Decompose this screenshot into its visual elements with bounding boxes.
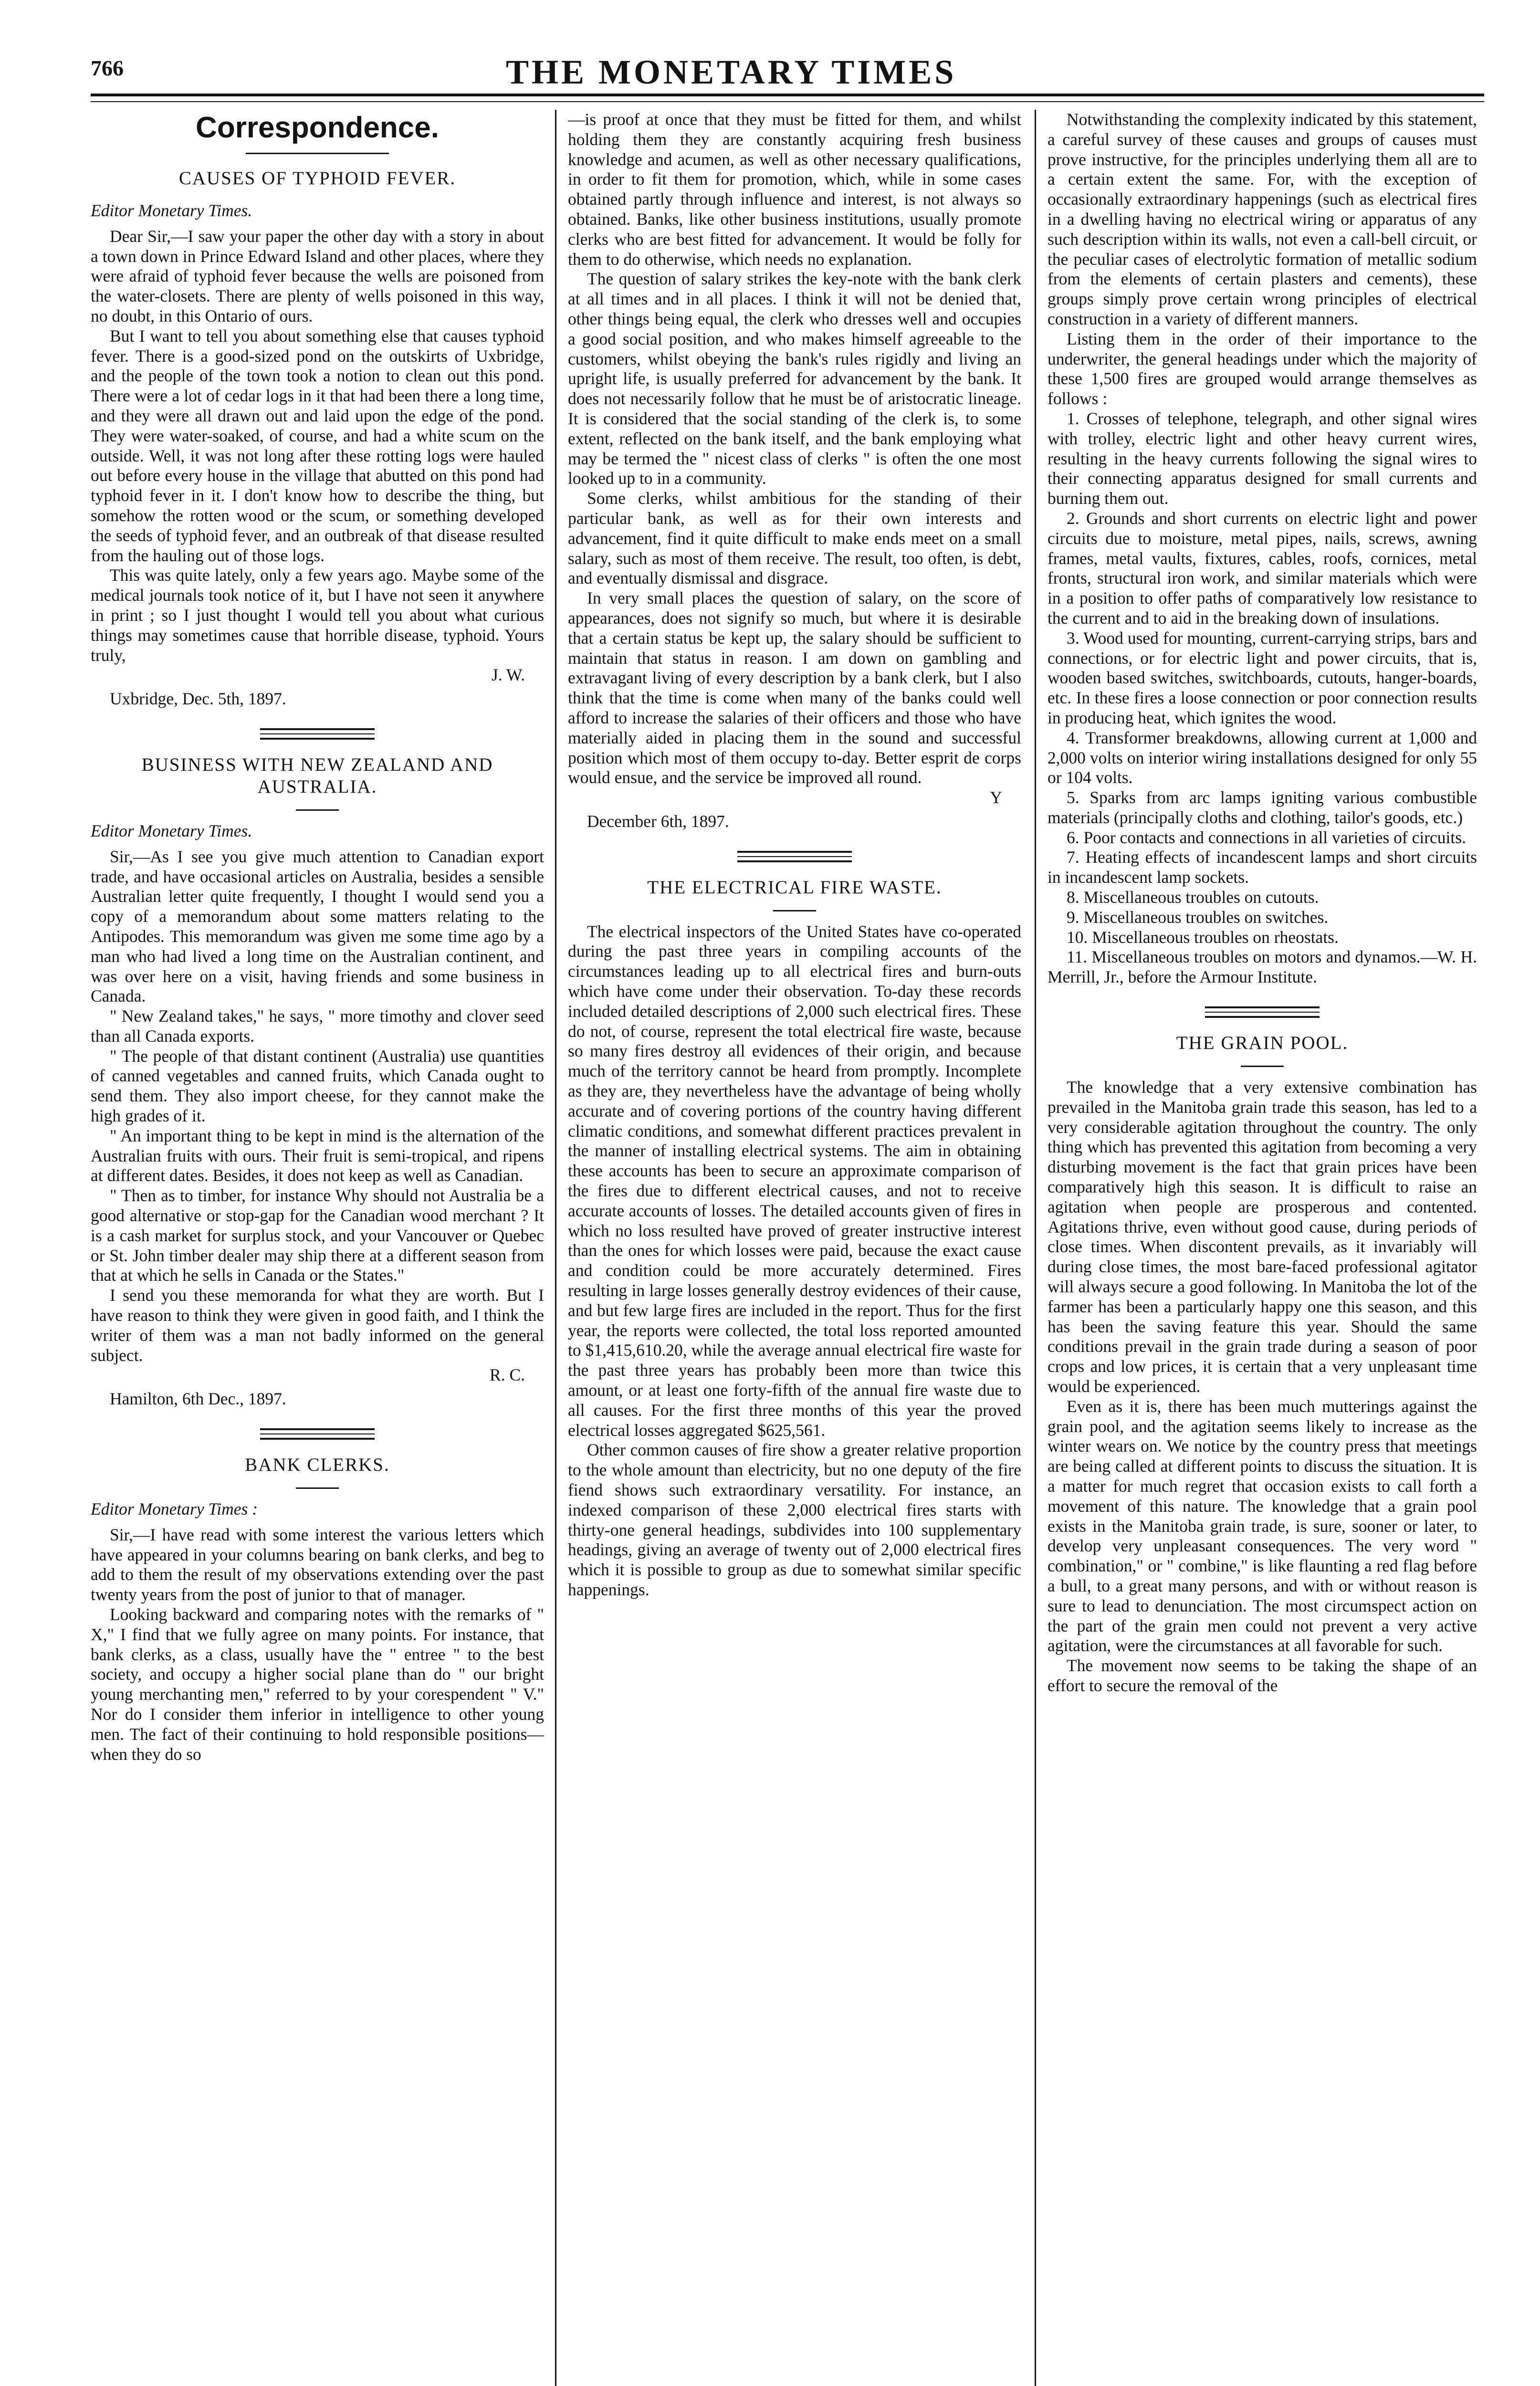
paragraph: The movement now seems to be taking the shape of an effort to secure the removal of the	[1048, 1656, 1477, 1695]
column-3	[1048, 110, 1477, 2386]
list-item: 3. Wood used for mounting, current-carrying strips, bars and connections, or for electric light and power circuits, that is, wooden based switches, switchboards, cutouts, hanger-boards, etc. In these fires a loose connection or poor connection results in producing heat, which ignites the wood.	[1048, 628, 1477, 727]
column-rule-2	[1035, 110, 1036, 2386]
list-item: 6. Poor contacts and connections in all varieties of circuits.	[1067, 827, 1466, 847]
paragraph: Listing them in the order of their importance to the underwriter, the general headings under which the majority of these 1,500 fires are grouped would arrange themselves as follows :	[1048, 329, 1477, 408]
list-item: 10. Miscellaneous troubles on rheostats.	[1067, 927, 1339, 947]
article-electrical-fire-waste	[568, 877, 1021, 1600]
article-electrical-fire-waste-continued	[1048, 110, 1477, 987]
signature: Y	[990, 788, 1002, 807]
column-rule-1	[555, 110, 556, 2386]
article-heading: CAUSES OF TYPHOID FEVER.	[178, 168, 456, 188]
article-divider	[737, 851, 852, 862]
paragraph: The electrical inspectors of the United States have co-operated during the past three years in compiling accounts of the circumstances leading up to all electrical fires and burn-outs which have come under their observation. To-day these records included detailed descriptions of 2,000 such electrical fires. These do not, of course, represent the total electrical fire waste, because so many fires destroy all evidences of their origin, and because much of the territory cannot be heard from promptly. Incomplete as they are, they nevertheless have the advantage of being wholly accurate and of covering portions of the country having different climatic conditions, and somewhat different practices prevalent in the manner of installing electrical systems. The aim in obtaining these accounts has been to secure an approximate comparison of the fires due to different electrical causes, and not to receive accurate accounts of losses. The detailed accounts given of fires in which no loss resulted have proved of greater instructive interest than the ones for which losses were paid, because the exact cause and condition could be more accurately determined. Fires resulting in large losses generally destroy evidences of their cause, and but few large fires are included in the report. Thus for the first year, the reports were collected, the total loss reported amounted to $1,415,610.20, while the average annual electrical fire waste for the past three years has probably been more than twice this amount, or at least one forty-fifth of the annual fire waste due to all causes. For the first three months of this year the proved electrical losses aggregated $625,561.	[568, 921, 1021, 1440]
paragraph: This was quite lately, only a few years ago. Maybe some of the medical journals took notice of it, but I have not seen it anywhere in print ; so I just thought I would tell you about what curious things may sometimes cause that horrible disease, typhoid. Yours truly,	[91, 565, 544, 665]
page-header	[91, 52, 1484, 91]
signature: R. C.	[490, 1365, 525, 1385]
article-typhoid	[91, 167, 544, 709]
list-item: 2. Grounds and short currents on electric light and power circuits due to moisture, metal pipes, nails, screws, awning frames, metal vaults, fixtures, cables, roofs, cornices, metal fronts, structural iron work, and similar materials which were in a position to offer paths of comparatively low resistance to the current and to aid in the breaking down of insulations.	[1048, 508, 1477, 628]
paragraph: I send you these memoranda for what they are worth. But I have reason to think they were given in good faith, and I think the writer of them was a man not badly informed on the general subject.	[91, 1286, 544, 1365]
editor-line: Editor Monetary Times.	[91, 201, 252, 220]
section-rule	[246, 153, 389, 154]
list-item: 11. Miscellaneous troubles on motors and dynamos.—W. H. Merrill, Jr., before the Armour Institute.	[1048, 947, 1477, 987]
paragraph: Sir,—As I see you give much attention to Canadian export trade, and have occasional articles on Australia, besides a sensible Australian letter quite frequently, I thought I would send you a copy of a memorandum about some matters relating to the Antipodes. This memorandum was given me some time ago by a man who had lived a long time on the Australian continent, and was over here on a visit, having friends and some business in Canada.	[91, 847, 544, 1006]
paragraph: Other common causes of fire show a greater relative proportion to the whole amount than electricity, but no one deputy of the fire fiend shows such extraordinary versatility. For instance, an indexed comparison of these 2,000 electrical fires starts with thirty-one general headings, subdivides into 100 supplementary headings, giving an average of twenty out of 2,000 electrical fires which it is possible to group as due to somewhat similar specific happenings.	[568, 1440, 1021, 1599]
list-item: 4. Transformer breakdowns, allowing current at 1,000 and 2,000 volts on interior wiring installations designed for only 55 or 104 volts.	[1048, 728, 1477, 787]
editor-line: Editor Monetary Times.	[91, 821, 252, 840]
list-item: 5. Sparks from arc lamps igniting various combustible materials (principally cloths and clothing, tailor's goods, etc.)	[1048, 788, 1477, 827]
paragraph: Even as it is, there has been much mutterings against the grain pool, and the agitation seems likely to increase as the winter wears on. We notice by the country press that meetings are being called at different points to discuss the situation. It is a matter for much regret that occasion exists to call forth a movement of this nature. The knowledge that a grain pool exists in the Manitoba grain trade, is sure, sooner or later, to develop very unpleasant consequences. The very word " combination," or " combine," is like flaunting a red flag before a bull, to a great many persons, and with or without reason is sure to lead to denunciation. The most circumspect action on the part of the grain men could not prevent a very active agitation, were the circumstances at all favorable for such.	[1048, 1396, 1477, 1655]
paragraph: Looking backward and comparing notes with the remarks of " X," I find that we fully agree on many points. For instance, that bank clerks, as a class, usually have the " entree " to the best society, and occupy a higher social plane than do " our bright young merchanting men," referred to by your corespendent " V." Nor do I consider them inferior in intelligence to other young men. The fact of their continuing to hold responsible positions—when they do so	[91, 1605, 544, 1764]
paragraph: The question of salary strikes the key-note with the bank clerk at all times and in all places. I think it will not be denied that, other things being equal, the clerk who dresses well and occupies a good social position, and who makes himself agreeable to the customers, whilst obeying the bank's rules rigidly and living an upright life, is usually preferred for advancement by the bank. It does not necessarily follow that he must be of aristocratic lineage. It is considered that the social standing of the clerk is, to some extent, reflected on the bank itself, and the bank employing what may be termed the " nicest class of clerks " is often the one most looked up to in a community.	[568, 269, 1021, 488]
article-heading: BANK CLERKS.	[245, 1455, 390, 1476]
article-heading: THE ELECTRICAL FIRE WASTE.	[647, 877, 942, 898]
column-2	[568, 110, 1021, 2386]
paragraph: —is proof at once that they must be fitted for them, and whilst holding them they are constantly acquiring fresh business knowledge and acumen, as well as other necessary qualifications, in order to fit them for promotion, which, while in some cases obtained partly through influence and interest, is not always so obtained. Banks, like other business institutions, usually promote clerks who are best fitted for advancement. It would be folly for them to do otherwise, which needs no explanation.	[568, 110, 1021, 269]
article-divider	[260, 728, 375, 740]
list-item: 7. Heating effects of incandescent lamps and short circuits in incandescent lamp sockets.	[1048, 848, 1477, 887]
heading-rule	[296, 809, 339, 811]
page-number: 766	[91, 56, 124, 80]
article-new-zealand	[91, 754, 544, 1409]
list-item: 9. Miscellaneous troubles on switches.	[1067, 907, 1329, 927]
signature: J. W.	[491, 665, 525, 685]
dateline: Uxbridge, Dec. 5th, 1897.	[110, 689, 286, 709]
article-grain-pool	[1048, 1032, 1477, 1696]
paragraph: " New Zealand takes," he says, " more timothy and clover seed than all Canada exports.	[91, 1006, 544, 1046]
header-rule-thick	[91, 94, 1484, 96]
paragraph: Sir,—I have read with some interest the various letters which have appeared in your columns bearing on bank clerks, and beg to add to them the result of my observations extending over the past twenty years from the post of junior to that of manager.	[91, 1525, 544, 1604]
masthead: THE MONETARY TIMES	[506, 53, 957, 91]
article-divider	[1205, 1006, 1320, 1018]
heading-rule	[1241, 1066, 1284, 1067]
list-item: 1. Crosses of telephone, telegraph, and other signal wires with trolley, electric light and other heavy current wires, resulting in the heavy currents following the signal wires to their connecting apparatus designed for small currents and burning them out.	[1048, 408, 1477, 508]
heading-rule	[773, 910, 816, 911]
list-item: 8. Miscellaneous troubles on cutouts.	[1067, 888, 1319, 907]
article-heading: BUSINESS WITH NEW ZEALAND AND AUSTRALIA.	[141, 754, 493, 797]
editor-line: Editor Monetary Times :	[91, 1499, 258, 1519]
paragraph: " Then as to timber, for instance Why should not Australia be a good alternative or stop-gap for the Canadian wood merchant ? It is a cash market for surplus stock, and your Vancouver or Quebec or St. John timber dealer may ship there at a different season from that at which he sells in Canada or the States."	[91, 1186, 544, 1285]
article-bank-clerks-continued	[568, 110, 1021, 832]
article-heading: THE GRAIN POOL.	[1176, 1033, 1349, 1054]
section-title: Correspondence.	[196, 111, 439, 144]
paragraph: Notwithstanding the complexity indicated by this statement, a careful survey of these causes and groups of causes must prove instructive, for the principles underlying them all are to a certain extent the same. For, with the exception of occasionally extraordinary happenings (such as electrical fires in a dwelling having no electrical wiring or apparatus of any such description within its walls, not even a call-bell circuit, or the peculiar cases of electrolytic formation of metallic sodium from the elements of certain plasters and cements), these groups simply prove certain wrong principles of electrical construction in a variety of different manners.	[1048, 110, 1477, 328]
paragraph: In very small places the question of salary, on the score of appearances, does not signify so much, but where it is desirable that a certain status be kept up, the salary should be sufficient to maintain that status in reason. I am down on gambling and extravagant living of every description by a bank clerk, but I also think that the time is come when many of the banks could well afford to increase the salaries of their officers and those who have materially aided in placing them in the sound and successful position which most of them occupy to-day. Better esprit de corps would ensue, and the service be improved all round.	[568, 588, 1021, 787]
paragraph: " The people of that distant continent (Australia) use quantities of canned vegetables and canned fruits, which Canada ought to send them. They also import cheese, for they cannot make the high grades of it.	[91, 1046, 544, 1126]
column-1	[91, 110, 544, 2386]
article-bank-clerks	[91, 1454, 544, 1764]
paragraph: Some clerks, whilst ambitious for the standing of their particular bank, as well as for their own interests and advancement, find it quite difficult to make ends meet on a small salary, such as most of them receive. The result, too often, is debt, and eventually dismissal and disgrace.	[568, 489, 1021, 588]
header-rule-thin	[91, 101, 1484, 102]
article-divider	[260, 1428, 375, 1440]
paragraph: The knowledge that a very extensive combination has prevailed in the Manitoba grain trade this season, has led to a very considerable agitation throughout the country. The only thing which has prevented this agitation from becoming a very disturbing movement is the fact that grain prices have been comparatively high this season. It is difficult to raise an agitation when people are prosperous and contented. Agitations thrive, even without good cause, during periods of close times. When discontent prevails, as it invariably will during close times, the most bare-faced professional agitator will always secure a good following. In Manitoba the lot of the farmer has been a particularly happy one this season, and this has been the saving feature this year. Should the same conditions prevail in the grain trade during a season of poor crops and low prices, it is certain that a very unpleasant time would be experienced.	[1048, 1078, 1477, 1396]
heading-rule	[296, 1487, 339, 1489]
paragraph: " An important thing to be kept in mind is the alternation of the Australian fruits with ours. Their fruit is semi-tropical, and ripens at different dates. Besides, it does not keep as well as Canadian.	[91, 1126, 544, 1185]
paragraph: But I want to tell you about something else that causes typhoid fever. There is a good-sized pond on the outskirts of Uxbridge, and the people of the town took a notion to clean out this pond. There were a lot of cedar logs in it that had been there a long time, and they were all drawn out and laid upon the edge of the pond. They were water-soaked, of course, and had a white scum on the outside. Well, it was not long after these rotting logs were hauled out before every house in the village that abutted on this pond had typhoid fever in it. I don't know how to describe the thing, but somehow the rotten wood or the scum, or something developed the seeds of typhoid fever, and an outbreak of that disease resulted from the hauling out of those logs.	[91, 326, 544, 565]
paragraph: Dear Sir,—I saw your paper the other day with a story in about a town down in Prince Edward Island and other places, where they were afraid of typhoid fever because the wells are poisoned from the water-closets. There are plenty of wells poisoned in this way, no doubt, in this Ontario of ours.	[91, 226, 544, 325]
dateline: Hamilton, 6th Dec., 1897.	[110, 1389, 286, 1409]
dateline: December 6th, 1897.	[587, 811, 729, 831]
